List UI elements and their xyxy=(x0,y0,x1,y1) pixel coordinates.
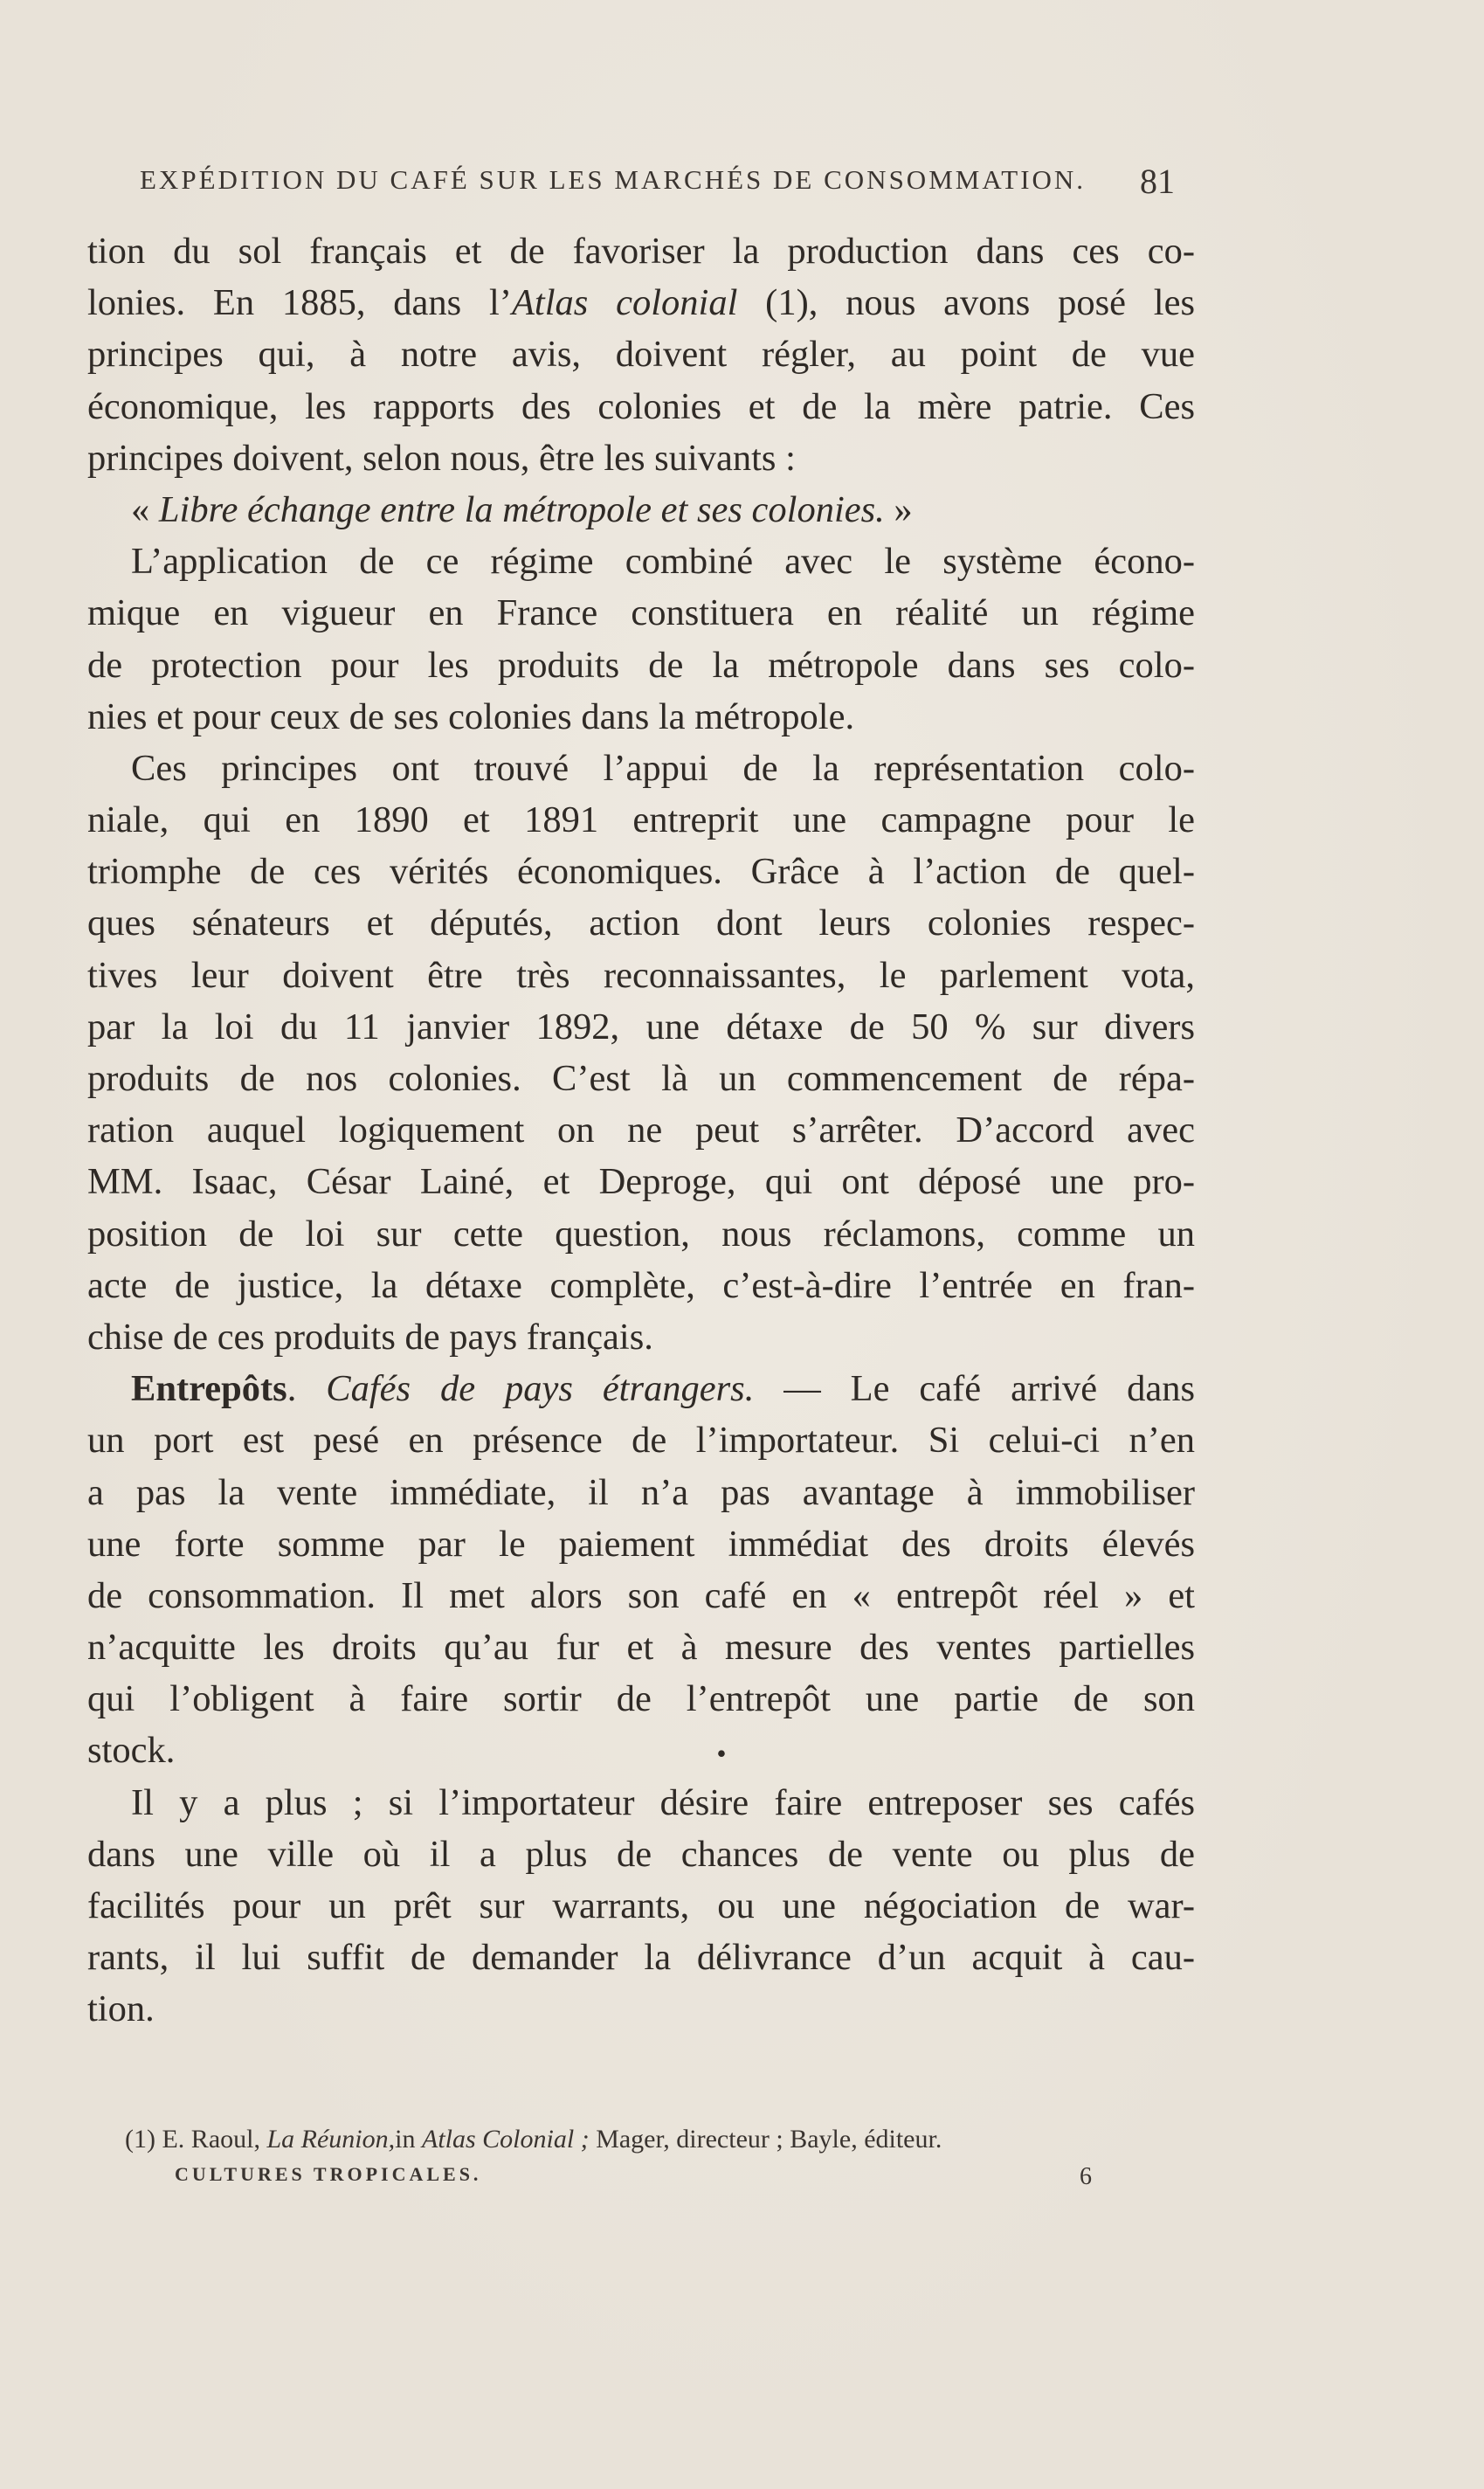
text-segment: triomphe de ces vérités économiques. Grâce à l’action de quel- xyxy=(87,851,1195,893)
text-segment: L’application de ce régime combiné avec le système écono- xyxy=(131,541,1195,583)
italic-text: Libre échange entre la métropole et ses colonies. xyxy=(158,488,885,530)
text-line xyxy=(87,1621,1195,1673)
text-line xyxy=(87,1725,1195,1776)
text-segment: un port est pesé en présence de l’importateur. Si celui-ci n’en xyxy=(87,1420,1195,1462)
text-segment: tives leur doivent être très reconnaissantes, le parlement vota, xyxy=(87,954,1195,996)
text-segment: position de loi sur cette question, nous réclamons, comme un xyxy=(87,1213,1195,1255)
text-line xyxy=(87,1001,1195,1053)
text-segment: stock. xyxy=(87,1730,176,1772)
text-segment: « xyxy=(131,488,159,530)
text-segment: — Le café arrivé dans xyxy=(754,1368,1195,1410)
text-segment: ration auquel logiquement on ne peut s’arrêter. D’accord avec xyxy=(87,1110,1195,1151)
text-segment: de protection pour les produits de la métropole dans ses colo- xyxy=(87,644,1195,686)
text-line xyxy=(87,1467,1195,1518)
text-line xyxy=(87,1208,1195,1260)
text-segment: MM. Isaac, César Lainé, et Deproge, qui ont déposé une pro- xyxy=(87,1161,1195,1203)
text-line xyxy=(87,1880,1195,1932)
text-segment: principes doivent, selon nous, être les suivants : xyxy=(87,437,796,479)
text-segment: tion du sol français et de favoriser la production dans ces co- xyxy=(87,231,1195,272)
text-segment: rants, il lui suffit de demander la délivrance d’un acquit à cau- xyxy=(87,1937,1195,1979)
text-line xyxy=(87,846,1195,897)
text-line xyxy=(87,1932,1195,1983)
text-segment: acte de justice, la détaxe complète, c’est-à-dire l’entrée en fran- xyxy=(87,1264,1195,1306)
text-segment: facilités pour un prêt sur warrants, ou une négociation de war- xyxy=(87,1885,1195,1926)
text-segment: mique en vigueur en France constituera en réalité un régime xyxy=(87,592,1195,634)
text-line xyxy=(87,743,1195,794)
text-line xyxy=(87,1777,1195,1829)
text-segment: Ces principes ont trouvé l’appui de la représentation colo- xyxy=(131,747,1195,789)
signature-number: 6 xyxy=(1080,2163,1092,2190)
text-segment: chise de ces produits de pays français. xyxy=(87,1316,653,1358)
text-line xyxy=(87,277,1195,328)
footnote-work-title: La Réunion, xyxy=(266,2125,396,2154)
text-line xyxy=(87,1570,1195,1621)
text-segment: lonies. En 1885, dans l’ xyxy=(87,282,512,324)
text-line xyxy=(87,1053,1195,1104)
footnote-author: E. Raoul, xyxy=(162,2125,260,2154)
footnote-rest: Mager, directeur ; Bayle, éditeur. xyxy=(596,2125,942,2154)
text-segment: par la loi du 11 janvier 1892, une détaxe de 50 % sur divers xyxy=(87,1006,1195,1047)
text-segment: . xyxy=(286,1368,327,1410)
body-text xyxy=(87,225,1195,2036)
text-segment: tion. xyxy=(87,1988,155,2030)
bold-text: Entrepôts xyxy=(131,1368,287,1410)
text-segment: a pas la vente immédiate, il n’a pas avantage à immobiliser xyxy=(87,1471,1195,1513)
text-segment: dans une ville où il a plus de chances de vente ou plus de xyxy=(87,1833,1195,1875)
text-line xyxy=(87,1673,1195,1725)
text-segment: Il y a plus ; si l’importateur désire faire entreposer ses cafés xyxy=(131,1781,1195,1823)
text-segment: principes qui, à notre avis, doivent régler, au point de vue xyxy=(87,334,1195,376)
text-line xyxy=(87,1363,1195,1414)
italic-text: Cafés de pays étrangers. xyxy=(326,1368,755,1410)
footnote xyxy=(125,2121,1156,2158)
text-line xyxy=(87,381,1195,432)
footnote-in: in xyxy=(395,2125,416,2154)
text-line xyxy=(87,691,1195,743)
text-line xyxy=(87,1311,1195,1363)
text-segment: nies et pour ceux de ses colonies dans la métropole. xyxy=(87,695,855,737)
text-line xyxy=(87,484,1195,536)
running-header-title: EXPÉDITION DU CAFÉ SUR LES MARCHÉS DE CONSOMMATION. xyxy=(140,164,1087,195)
text-line xyxy=(87,587,1195,639)
text-segment: qui l’obligent à faire sortir de l’entrepôt une partie de son xyxy=(87,1678,1195,1720)
text-line xyxy=(87,1518,1195,1570)
text-line xyxy=(87,1260,1195,1311)
text-line xyxy=(87,1829,1195,1880)
text-segment: produits de nos colonies. C’est là un commencement de répa- xyxy=(87,1058,1195,1099)
italic-text: Atlas colonial xyxy=(511,282,738,324)
text-line xyxy=(87,950,1195,1001)
text-line xyxy=(87,432,1195,484)
bullet-mark: • xyxy=(716,1738,727,1770)
text-line xyxy=(87,1414,1195,1466)
signature-title: CULTURES TROPICALES. xyxy=(175,2163,482,2185)
text-line xyxy=(87,897,1195,949)
text-line xyxy=(87,640,1195,691)
footnote-collection: Atlas Colonial ; xyxy=(422,2125,590,2154)
text-line xyxy=(87,536,1195,587)
page-number: 81 xyxy=(1140,162,1175,201)
text-segment: (1), nous avons posé les xyxy=(737,282,1196,324)
text-segment: de consommation. Il met alors son café en « entrepôt réel » et xyxy=(87,1574,1195,1616)
text-line xyxy=(87,225,1195,277)
footnote-marker: (1) xyxy=(125,2125,155,2154)
running-header xyxy=(140,164,1175,199)
text-segment: » xyxy=(884,488,913,530)
text-line xyxy=(87,1156,1195,1207)
text-line xyxy=(87,794,1195,846)
text-segment: niale, qui en 1890 et 1891 entreprit une campagne pour le xyxy=(87,799,1195,841)
text-segment: n’acquitte les droits qu’au fur et à mesure des ventes partielles xyxy=(87,1627,1195,1669)
text-segment: une forte somme par le paiement immédiat des droits élevés xyxy=(87,1523,1195,1565)
text-line xyxy=(87,328,1195,380)
text-line xyxy=(87,1104,1195,1156)
text-segment: ques sénateurs et députés, action dont leurs colonies respec- xyxy=(87,902,1195,944)
text-line xyxy=(87,1983,1195,2035)
text-segment: économique, les rapports des colonies et de la mère patrie. Ces xyxy=(87,385,1195,427)
